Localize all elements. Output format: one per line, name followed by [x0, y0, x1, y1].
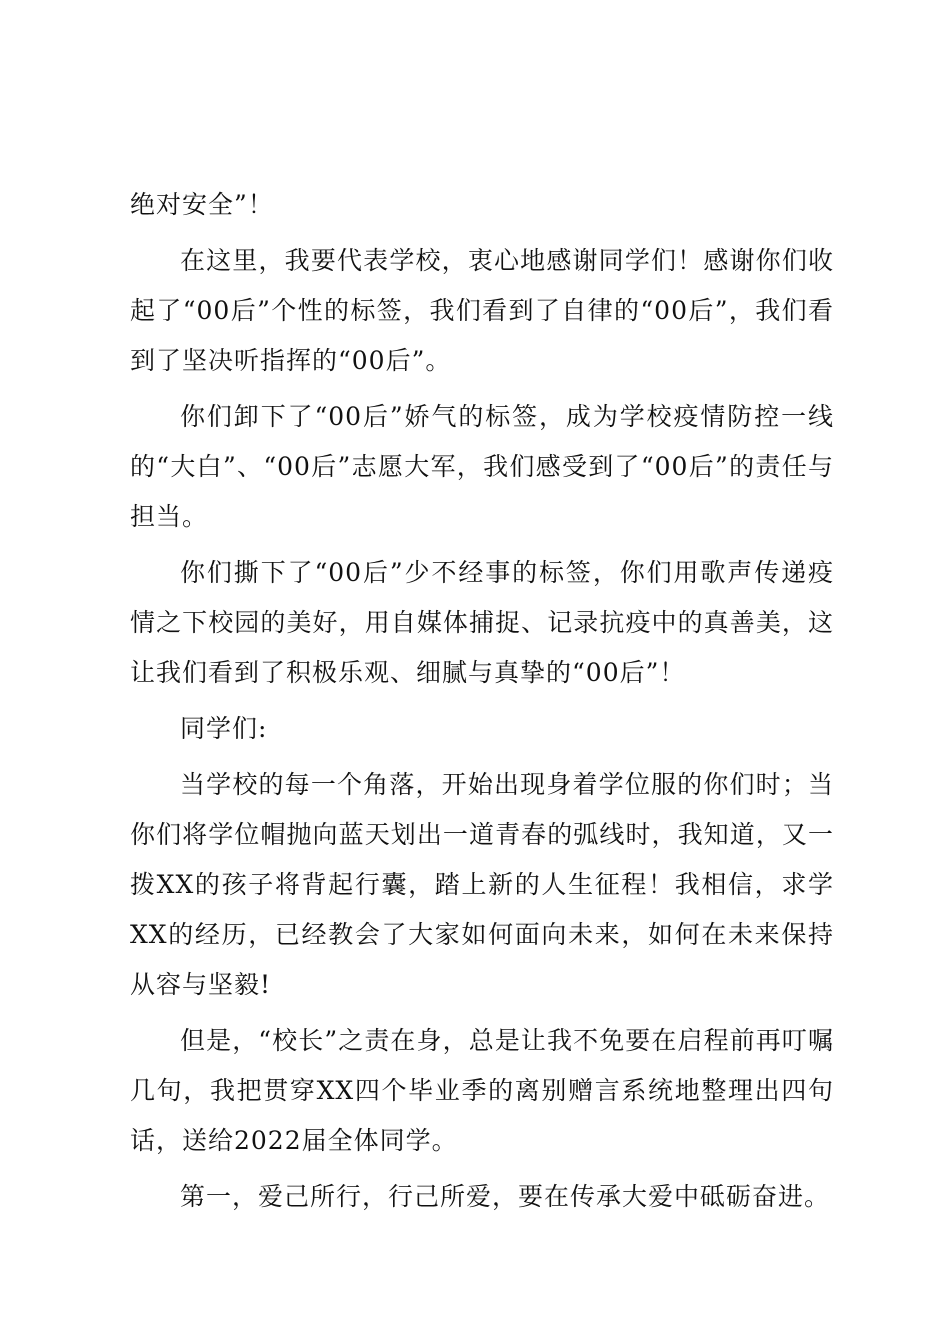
paragraph-graduation: 当学校的每一个角落，开始出现身着学位服的你们时；当你们将学位帽抛向蓝天划出一道青春的弧线时，我知道，又一拨XX的孩子将背起行囊，踏上新的人生征程！我相信，求学XX的经历，已经教会了大家如何面向未来，如何在未来保持从容与坚毅!	[130, 770, 834, 999]
paragraph-first-point: 第一，爱己所行，行己所爱，要在传承大爱中砥砺奋进。	[180, 1182, 831, 1211]
paragraph-continuation: 绝对安全”！	[130, 190, 274, 219]
paragraph-salutation: 同学们:	[180, 714, 268, 743]
paragraph-volunteers: 你们卸下了“00后”娇气的标签，成为学校疫情防控一线的“大白”、“00后”志愿大军，我们感受到了“00后”的责任与担当。	[130, 402, 834, 531]
document-body	[130, 180, 834, 1228]
paragraph-optimism: 你们撕下了“00后”少不经事的标签，你们用歌声传递疫情之下校园的美好，用自媒体捕捉、记录抗疫中的真善美，这让我们看到了积极乐观、细腻与真挚的“00后”！	[130, 558, 834, 687]
paragraph-thanks: 在这里，我要代表学校，衷心地感谢同学们！感谢你们收起了“00后”个性的标签，我们看到了自律的“00后”，我们看到了坚决听指挥的“00后”。	[130, 246, 834, 375]
paragraph-advice-intro: 但是，“校长”之责在身，总是让我不免要在启程前再叮嘱几句，我把贯穿XX四个毕业季的离别赠言系统地整理出四句话，送给2022届全体同学。	[130, 1026, 834, 1155]
